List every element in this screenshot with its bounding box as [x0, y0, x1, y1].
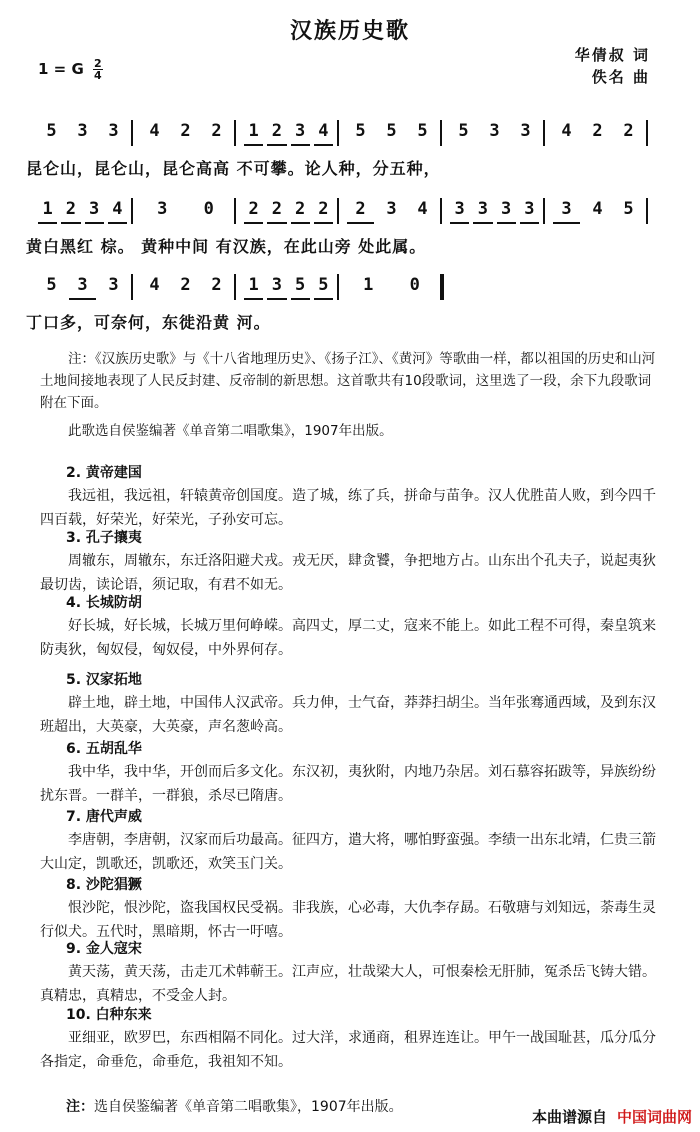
note: 5	[312, 272, 335, 302]
note: 2	[180, 121, 191, 141]
note: 3	[471, 196, 494, 226]
note: 3	[83, 196, 106, 226]
note: 3	[448, 196, 471, 226]
verse-heading: 7. 唐代声威	[66, 809, 142, 825]
footer-note	[66, 1096, 403, 1116]
measure	[36, 118, 129, 148]
note: 0	[409, 275, 420, 295]
lyricist-credit: 华倩叔 词	[574, 46, 650, 64]
verse-body	[40, 896, 662, 944]
lyric-line: 昆仑山，昆仑山，昆仑高高 不可攀。论人种，分五种，	[26, 159, 441, 178]
score-line	[26, 118, 666, 148]
bar-line	[234, 274, 236, 300]
bar-line	[440, 198, 442, 224]
note: 0	[203, 199, 214, 219]
note: 3	[108, 121, 119, 141]
footer-text: 选自侯鉴编著《单音第二唱歌集》，1907年出版。	[94, 1099, 403, 1115]
verse-text: 恨沙陀，恨沙陀，盗我国权民受祸。非我族，心必毒，大仇李存勗。石敬瑭与刘知远，荼毒生灵行似犬。五代时，黑暗期，怀古一吁嘻。	[40, 900, 656, 940]
annotation-paragraph	[40, 348, 662, 414]
bar-line	[543, 198, 545, 224]
bar-line	[337, 198, 339, 224]
measure	[139, 272, 232, 302]
note: 1	[242, 272, 265, 302]
note: 2	[59, 196, 82, 226]
verse-heading: 3. 孔子攘夷	[66, 530, 142, 546]
verse-body	[40, 1026, 662, 1074]
note: 3	[289, 118, 312, 148]
verse-heading: 9. 金人寇宋	[66, 941, 142, 957]
bar-line	[131, 274, 133, 300]
note: 2	[265, 118, 288, 148]
bar-line	[440, 274, 444, 300]
measure	[448, 118, 541, 148]
note: 4	[592, 199, 603, 219]
note: 5	[355, 121, 366, 141]
verse-text: 亚细亚，欧罗巴，东西相隔不同化。过大洋，求通商，租界连连让。甲午一战国耻甚，瓜分瓜分各指定，命垂危，命垂危，我祖知不知。	[40, 1030, 656, 1070]
verse-text: 李唐朝，李唐朝，汉家而后功最高。征四方，遣大将，哪怕野蛮强。李绩一出东北靖，仁贵三箭大山定，凯歌还，凯歌还，欢笑玉门关。	[40, 832, 656, 872]
note: 3	[265, 272, 288, 302]
lyric-line: 黄白黑红 棕。 黄种中间 有汉族，在此山旁 处此属。	[26, 237, 427, 256]
note: 1	[363, 275, 374, 295]
measure	[36, 272, 129, 302]
note: 5	[46, 121, 57, 141]
verse-heading: 5. 汉家拓地	[66, 672, 142, 688]
key-signature	[38, 58, 103, 81]
note: 3	[67, 272, 98, 302]
measure	[36, 196, 129, 226]
bar-line	[131, 198, 133, 224]
composer-credit: 佚名 曲	[591, 68, 650, 86]
verse-heading: 4. 长城防胡	[66, 595, 142, 611]
note: 5	[623, 199, 634, 219]
measure	[139, 196, 232, 226]
note: 5	[417, 121, 428, 141]
verse-heading: 8. 沙陀猖獗	[66, 877, 142, 893]
note: 4	[106, 196, 129, 226]
verse-text: 周辙东，周辙东，东迁洛阳避犬戎。戎无厌，肆贪饕，争把地方占。山东出个孔夫子，说起夷狄最切齿，读论语，须记取，有君不如无。	[40, 553, 656, 593]
note: 5	[386, 121, 397, 141]
bar-line	[337, 120, 339, 146]
note: 3	[551, 196, 582, 226]
measure	[345, 118, 438, 148]
note: 3	[157, 199, 168, 219]
key-tonic: 1 = G	[38, 60, 84, 78]
verse-body	[40, 760, 662, 808]
watermark	[532, 1106, 692, 1127]
note: 5	[46, 275, 57, 295]
note: 3	[386, 199, 397, 219]
note: 3	[108, 275, 119, 295]
verse-text: 我远祖，我远祖，轩辕黄帝创国度。造了城，练了兵，拼命与苗争。汉人优胜苗人败，到今四千四百载，好荣光，好荣光，子孙安可忘。	[40, 488, 656, 528]
verse-text: 我中华，我中华，开创而后多文化。东汉初，夷狄附，内地乃杂居。刘石慕容拓跋等，异族纷纷扰东晋。一群羊，一群狼，杀尽已隋唐。	[40, 764, 656, 804]
note: 2	[312, 196, 335, 226]
measure	[345, 272, 438, 302]
bar-line	[646, 198, 648, 224]
measure	[242, 118, 335, 148]
song-title: 汉族历史歌	[289, 19, 410, 44]
footer-label: 注：	[66, 1099, 94, 1115]
measure	[242, 196, 335, 226]
verse-body	[40, 960, 662, 1008]
verse-heading: 10. 白种东来	[66, 1007, 152, 1023]
bar-line	[646, 120, 648, 146]
verse-body	[40, 828, 662, 876]
note: 3	[518, 196, 541, 226]
note: 2	[289, 196, 312, 226]
annotation-source-text: 此歌选自侯鉴编著《单音第二唱歌集》，1907年出版。	[68, 423, 393, 439]
time-bottom: 4	[94, 69, 102, 82]
time-signature	[93, 58, 103, 81]
watermark-site: 中国词曲网	[616, 1108, 692, 1126]
bar-line	[234, 120, 236, 146]
verse-text: 辟土地，辟土地，中国伟人汉武帝。兵力伸，士气奋，莽莽扫胡尘。当年张骞通西域，及到东汉班超出，大英豪，大英豪，声名葱岭高。	[40, 695, 656, 735]
measure	[448, 196, 541, 226]
bar-line	[234, 198, 236, 224]
verse-heading: 6. 五胡乱华	[66, 741, 142, 757]
note: 4	[312, 118, 335, 148]
measure	[139, 118, 232, 148]
note: 2	[242, 196, 265, 226]
note: 5	[289, 272, 312, 302]
bar-line	[543, 120, 545, 146]
bar-line	[440, 120, 442, 146]
note: 3	[489, 121, 500, 141]
measure	[551, 196, 644, 226]
note: 2	[265, 196, 288, 226]
note: 2	[211, 275, 222, 295]
verse-body	[40, 691, 662, 739]
bar-line	[337, 274, 339, 300]
annotation-text: 注：《汉族历史歌》与《十八省地理历史》、《扬子江》、《黄河》等歌曲一样，都以祖国的历史和山河土地间接地表现了人民反封建、反帝制的新思想。这首歌共有10段歌词，这里选了一段，余下九段歌词附在下面。	[40, 351, 656, 411]
verse-heading: 2. 黄帝建国	[66, 465, 142, 481]
score-line	[26, 196, 666, 226]
note: 4	[149, 121, 160, 141]
note: 4	[149, 275, 160, 295]
note: 3	[77, 121, 88, 141]
note: 2	[345, 196, 376, 226]
note: 1	[36, 196, 59, 226]
verse-body	[40, 484, 662, 532]
annotation-source	[40, 420, 662, 442]
note: 4	[417, 199, 428, 219]
note: 2	[211, 121, 222, 141]
time-top: 2	[94, 57, 102, 70]
bar-line	[131, 120, 133, 146]
score-line	[26, 272, 666, 302]
verse-text: 黄天荡，黄天荡，击走兀术韩蕲王。江声应，壮哉梁大人，可恨秦桧无肝肺，冤杀岳飞铸大错。真精忠，真精忠，不受金人封。	[40, 964, 656, 1004]
note: 2	[180, 275, 191, 295]
note: 4	[561, 121, 572, 141]
note: 3	[495, 196, 518, 226]
note: 3	[520, 121, 531, 141]
measure	[242, 272, 335, 302]
watermark-source: 本曲谱源自	[531, 1108, 607, 1126]
measure	[551, 118, 644, 148]
note: 5	[458, 121, 469, 141]
lyric-line: 丁口多，可奈何，东徙沿黄 河。	[26, 313, 271, 332]
verse-text: 好长城，好长城，长城万里何峥嵘。高四丈，厚二丈，寇来不能上。如此工程不可得，秦皇筑来防夷狄，匈奴侵，匈奴侵，中外界何存。	[40, 618, 656, 658]
note: 2	[592, 121, 603, 141]
verse-body	[40, 614, 662, 662]
measure	[345, 196, 438, 226]
verse-body	[40, 549, 662, 597]
note: 1	[242, 118, 265, 148]
note: 2	[623, 121, 634, 141]
